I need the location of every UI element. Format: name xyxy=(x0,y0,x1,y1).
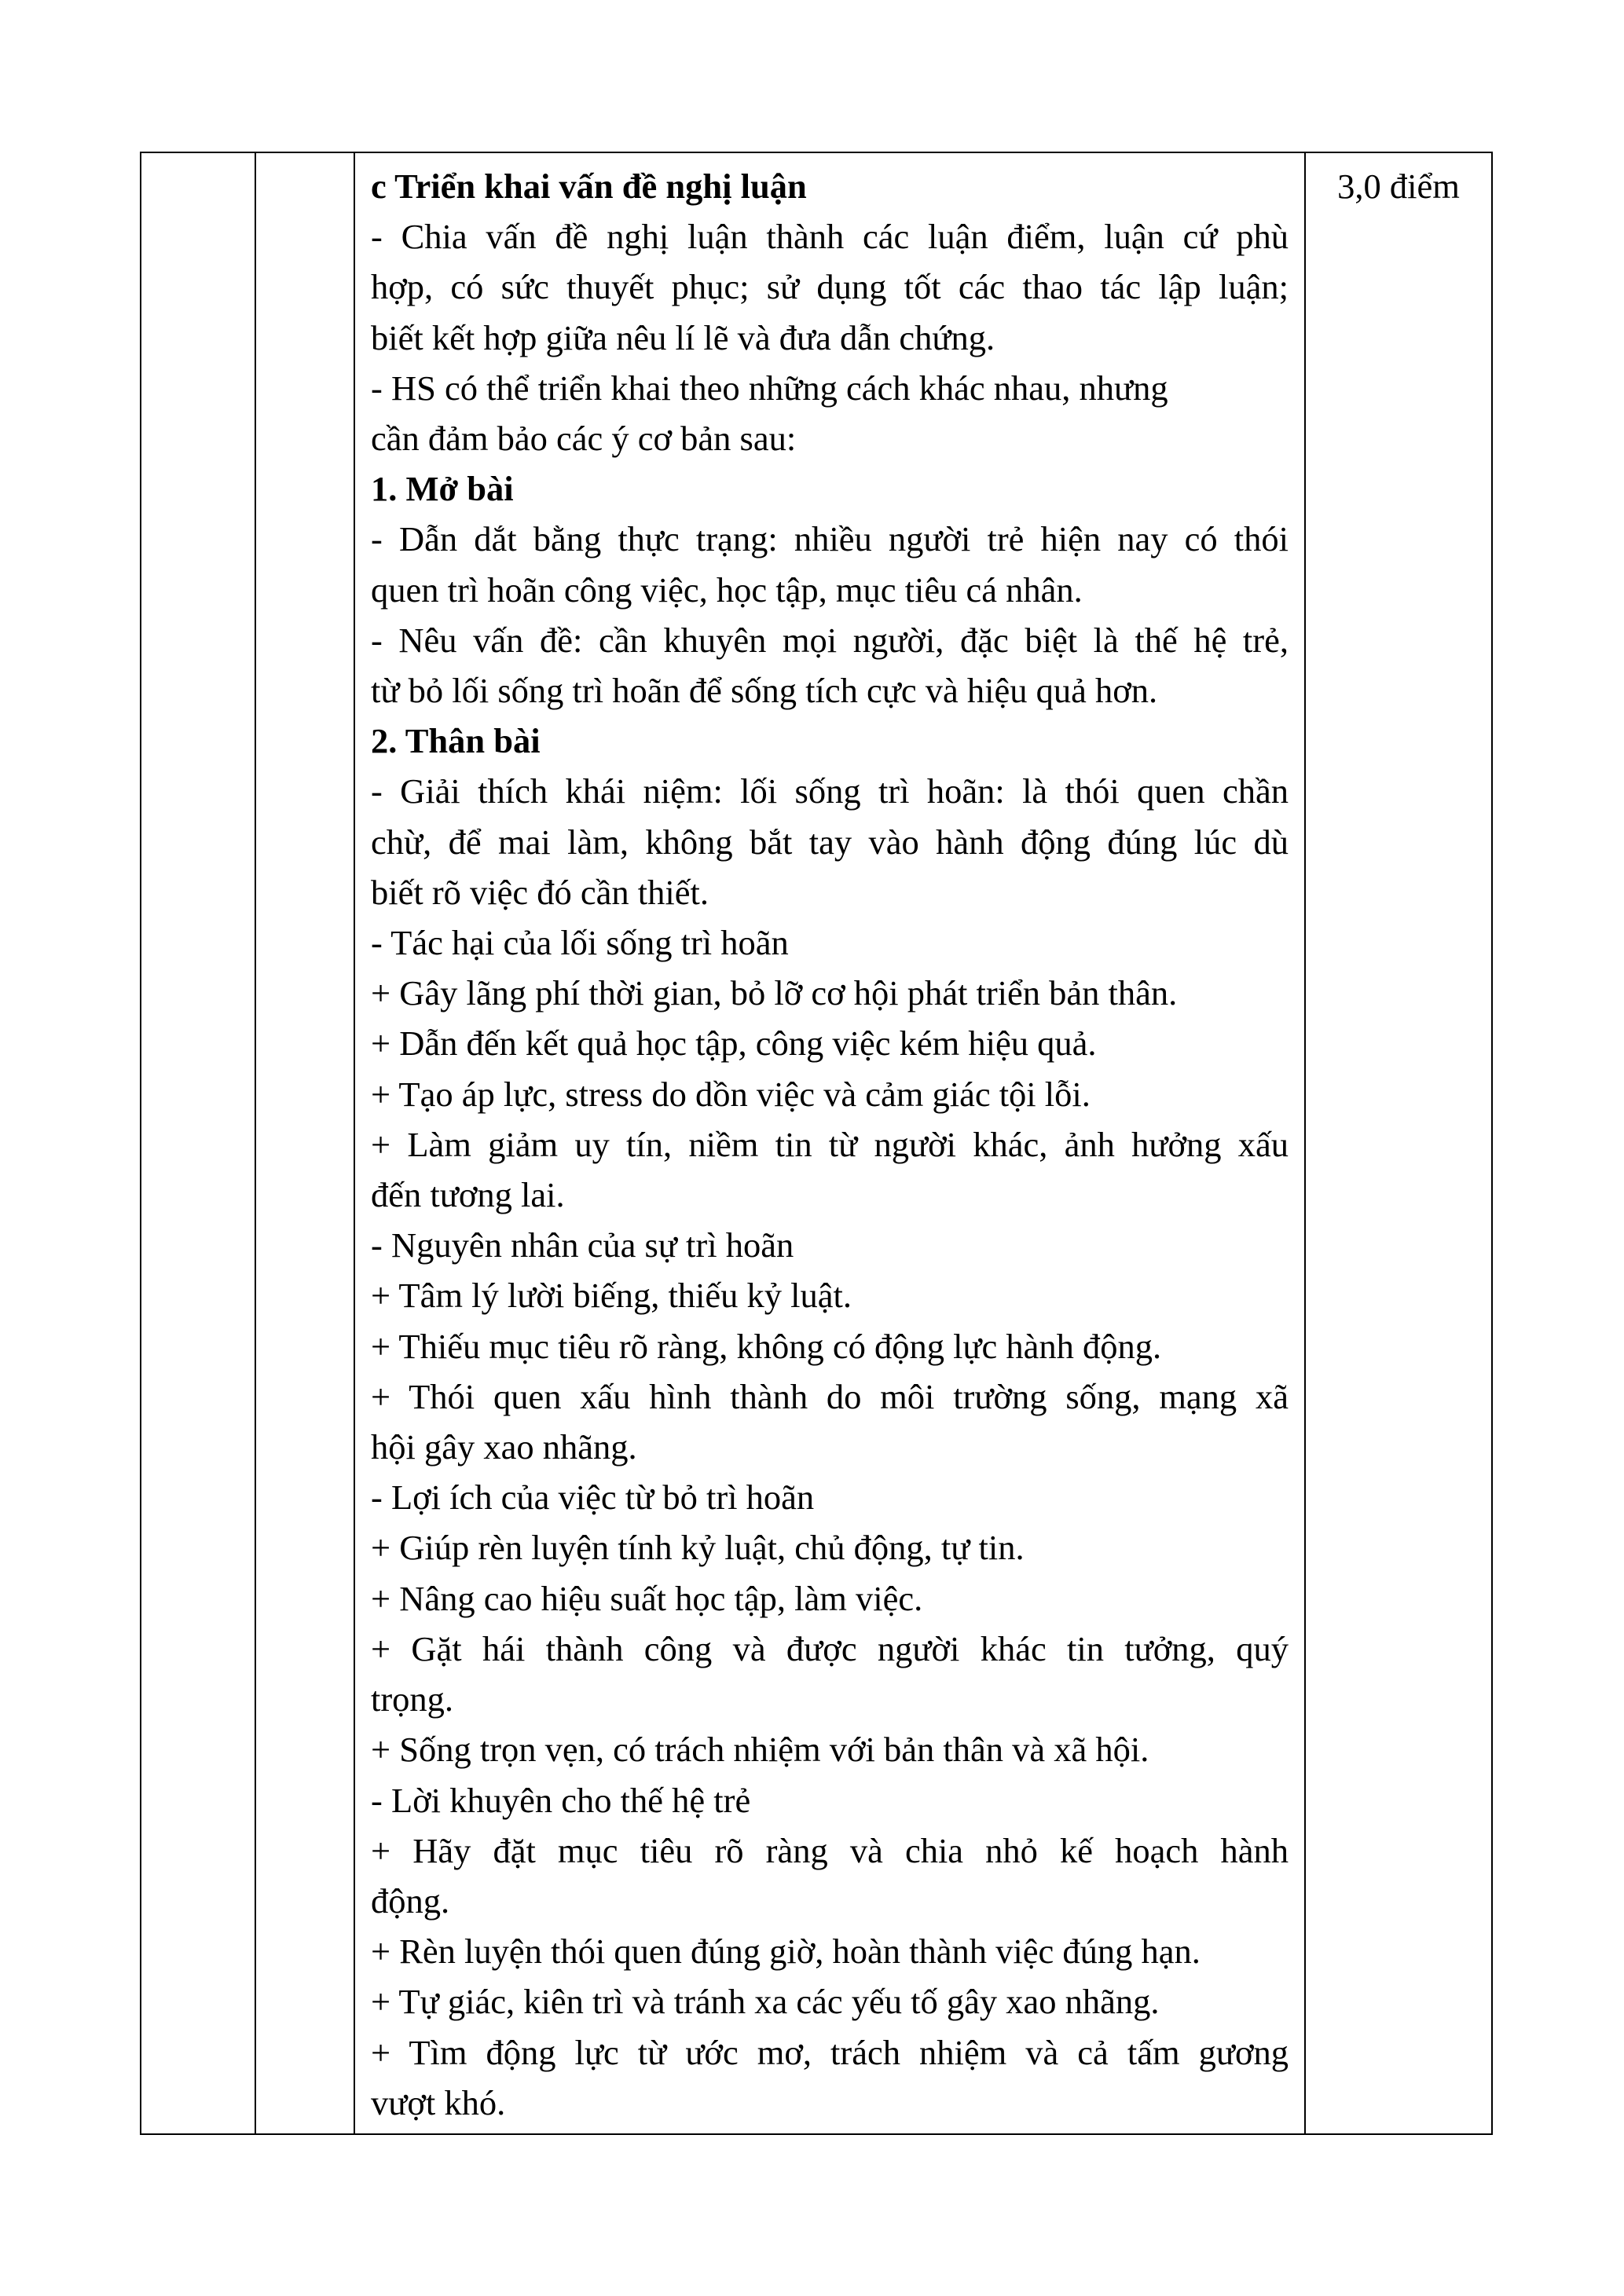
rubric-table xyxy=(140,152,1493,2135)
question-number-cell xyxy=(141,152,255,2134)
content-line: + Rèn luyện thói quen đúng giờ, hoàn thành việc đúng hạn. xyxy=(371,1932,1201,1972)
content-lines xyxy=(371,161,1289,2128)
content-line: + Giúp rèn luyện tính kỷ luật, chủ động, tự tin. xyxy=(371,1528,1025,1568)
section-heading: 2. Thân bài xyxy=(371,721,541,761)
content-line: + Tìm động lực từ ước mơ, trách nhiệm và cả tấm gương xyxy=(371,2032,1289,2072)
content-line: + Tạo áp lực, stress do dồn việc và cảm giác tội lỗi. xyxy=(371,1074,1091,1114)
content-line: - Nêu vấn đề: cần khuyên mọi người, đặc biệt là thế hệ trẻ, xyxy=(371,620,1289,660)
section-heading: 1. Mở bài xyxy=(371,469,514,509)
content-line: + Tự giác, kiên trì và tránh xa các yếu tố gây xao nhãng. xyxy=(371,1982,1160,2022)
content-line: vượt khó. xyxy=(371,2082,506,2122)
content-line: + Gặt hái thành công và được người khác tin tưởng, quý xyxy=(371,1628,1289,1668)
content-line: quen trì hoãn công việc, học tập, mục tiêu cá nhân. xyxy=(371,569,1083,610)
content-line: - HS có thể triển khai theo những cách khác nhau, nhưng xyxy=(371,368,1168,408)
content-line: - Dẫn dắt bằng thực trạng: nhiều người trẻ hiện nay có thói xyxy=(371,519,1289,559)
content-line: + Thiếu mục tiêu rõ ràng, không có động lực hành động. xyxy=(371,1326,1162,1366)
content-line: + Sống trọn vẹn, có trách nhiệm với bản thân và xã hội. xyxy=(371,1730,1149,1770)
section-heading: c Triển khai vấn đề nghị luận xyxy=(371,167,807,206)
content-line: + Hãy đặt mục tiêu rõ ràng và chia nhỏ kế hoạch hành xyxy=(371,1830,1289,1870)
content-line: + Gây lãng phí thời gian, bỏ lỡ cơ hội phát triển bản thân. xyxy=(371,973,1178,1013)
content-line: chừ, để mai làm, không bắt tay vào hành động đúng lúc dù xyxy=(371,822,1289,862)
content-line: + Tâm lý lười biếng, thiếu kỷ luật. xyxy=(371,1276,852,1316)
content-line: biết rõ việc đó cần thiết. xyxy=(371,872,709,912)
content-line: biết kết hợp giữa nêu lí lẽ và đưa dẫn chứng. xyxy=(371,317,995,357)
content-line: từ bỏ lối sống trì hoãn để sống tích cực và hiệu quả hơn. xyxy=(371,671,1158,711)
content-line: - Lợi ích của việc từ bỏ trì hoãn xyxy=(371,1478,815,1518)
content-line: động. xyxy=(371,1880,450,1921)
score-cell xyxy=(1305,152,1492,2134)
content-line: hội gây xao nhãng. xyxy=(371,1427,637,1467)
content-line: trọng. xyxy=(371,1679,454,1719)
content-line: - Lời khuyên cho thế hệ trẻ xyxy=(371,1780,751,1820)
content-line: - Chia vấn đề nghị luận thành các luận điểm, luận cứ phù xyxy=(371,217,1289,257)
content-cell xyxy=(354,152,1305,2134)
content-line: cần đảm bảo các ý cơ bản sau: xyxy=(371,419,797,459)
sub-question-cell xyxy=(255,152,354,2134)
score-value: 3,0 điểm xyxy=(1337,167,1460,206)
content-line: đến tương lai. xyxy=(371,1175,565,1215)
content-line: + Dẫn đến kết quả học tập, công việc kém hiệu quả. xyxy=(371,1023,1097,1064)
table-row xyxy=(141,152,1492,2134)
content-line: hợp, có sức thuyết phục; sử dụng tốt các thao tác lập luận; xyxy=(371,267,1289,307)
content-line: + Thói quen xấu hình thành do môi trường sống, mạng xã xyxy=(371,1376,1289,1416)
content-line: - Giải thích khái niệm: lối sống trì hoãn: là thói quen chần xyxy=(371,771,1289,811)
content-line: + Nâng cao hiệu suất học tập, làm việc. xyxy=(371,1578,923,1618)
content-line: - Tác hại của lối sống trì hoãn xyxy=(371,923,789,963)
content-line: - Nguyên nhân của sự trì hoãn xyxy=(371,1225,794,1265)
content-line: + Làm giảm uy tín, niềm tin từ người khác, ảnh hưởng xấu xyxy=(371,1124,1289,1164)
